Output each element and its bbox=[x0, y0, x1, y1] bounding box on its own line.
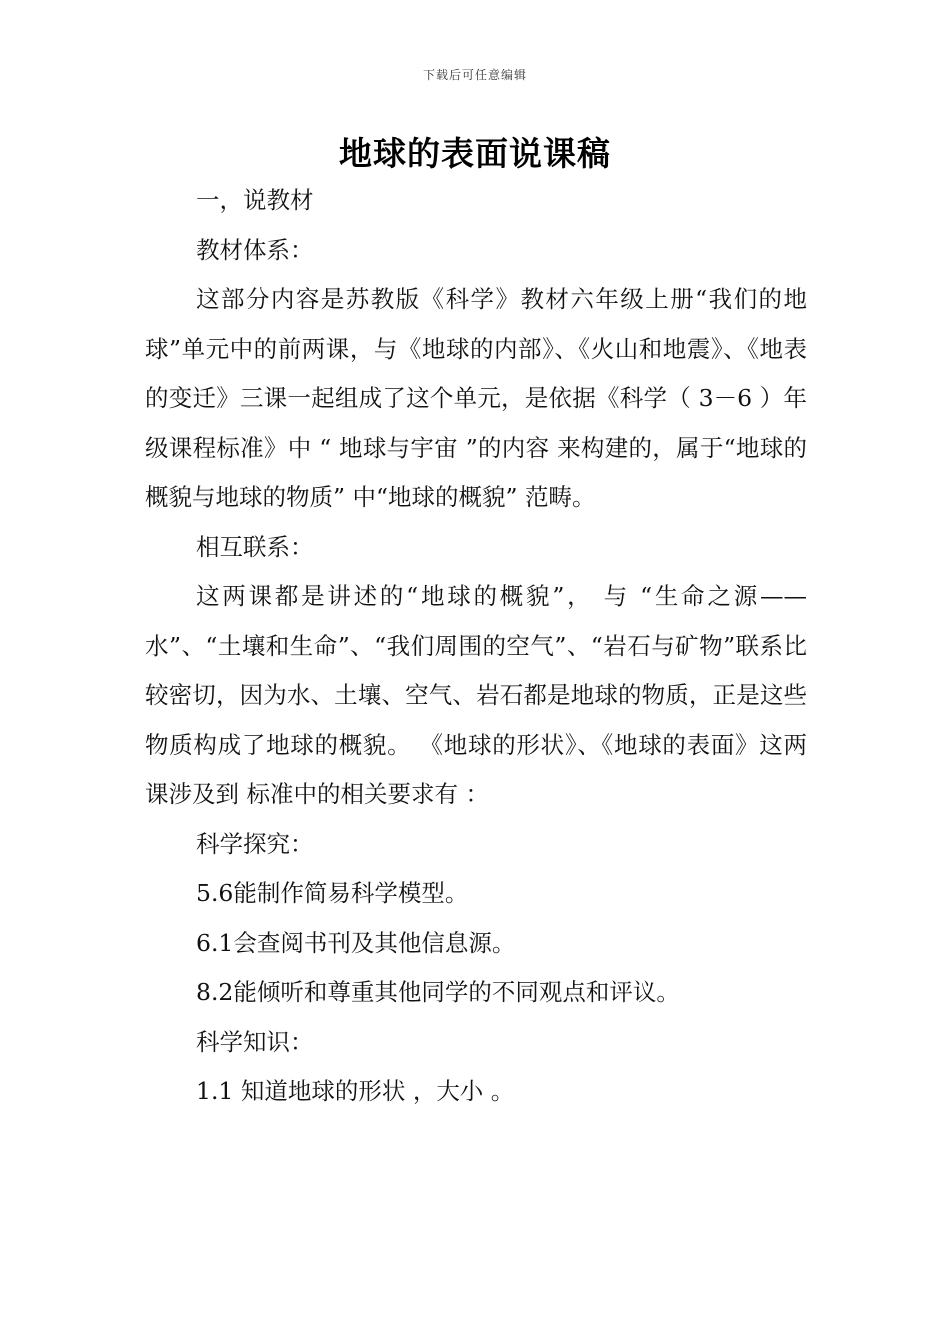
paragraph-relations: 这两课都是讲述的“地球的概貌”， 与 “生命之源——水”、“土壤和生命”、“我们周围的空气”、“岩石与矿物”联系比较密切，因为水、土壤、空气、岩石都是地球的物质，正是这些物质构成了地球的概貌。 《地球的形状》、《地球的表面》这两 课涉及到 标准中的相关要求有 ： bbox=[145, 582, 807, 808]
document-body bbox=[145, 176, 807, 1117]
document-title: 地球的表面说课稿 bbox=[339, 134, 611, 173]
subheading-scientific-knowledge: 科学知识： bbox=[196, 1027, 314, 1056]
subheading-relations: 相互联系： bbox=[196, 532, 314, 561]
list-item-5-6: 5.6能制作简易科学模型。 bbox=[196, 879, 469, 907]
section-heading-textbook: 一，说教材 bbox=[196, 186, 314, 214]
list-item-1-1: 1.1 知道地球的形状 ，大小 。 bbox=[196, 1077, 515, 1105]
header-note: 下载后可任意编辑 bbox=[422, 68, 527, 82]
list-item-6-1: 6.1会查阅书刊及其他信息源。 bbox=[196, 928, 516, 957]
list-item-8-2: 8.2能倾听和尊重其他同学的不同观点和评议。 bbox=[196, 978, 680, 1006]
subheading-scientific-inquiry: 科学探究： bbox=[196, 829, 314, 858]
paragraph-textbook-system: 这部分内容是苏教版《科学》教材六年级上册“我们的地球”单元中的前两课，与《地球的内部》、《火山和地震》、《地表的变迁》三课一起组成了这个单元，是依据《科学（ 3－6 ）年级课程标准》中 “ 地球与宇宙 ”的内容 来构建的，属于“地球的概貌与地球的物质” 中“地球的概貌” 范畴。 bbox=[145, 285, 807, 511]
subheading-textbook-system: 教材体系： bbox=[196, 235, 314, 264]
